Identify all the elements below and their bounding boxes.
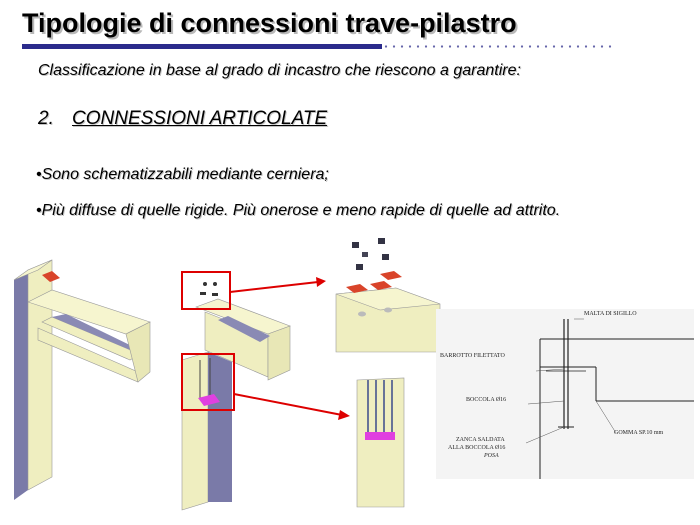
title-dotted-rule bbox=[382, 44, 612, 49]
arrow-top bbox=[230, 277, 326, 292]
bullet-item: •Più diffuse di quelle rigide. Più onerose e meno rapide di quelle ad attrito. bbox=[36, 202, 561, 219]
technical-detail-drawing bbox=[436, 309, 694, 479]
section-heading bbox=[38, 108, 327, 130]
slide-subtitle: Classificazione in base al grado di incastro che riescono a garantire: bbox=[38, 62, 521, 79]
slide-title: Tipologie di connessioni trave-pilastro bbox=[22, 8, 517, 38]
title-underline bbox=[22, 44, 382, 49]
detail-linework bbox=[436, 309, 694, 479]
label-malta: MALTA DI SIGILLO bbox=[584, 311, 637, 317]
column-section-model bbox=[357, 378, 404, 507]
plate-detail-model bbox=[336, 238, 440, 352]
label-zanca-line2: ALLA BOCCOLA Ø16 bbox=[448, 445, 506, 451]
arrow-bottom bbox=[234, 394, 350, 420]
column-model bbox=[182, 352, 232, 510]
label-zanca: ZANCA SALDATA bbox=[456, 437, 505, 443]
label-barrotto: BARROTTO FILETTATO bbox=[440, 353, 505, 359]
bullet-item: •Sono schematizzabili mediante cerniera; bbox=[36, 166, 329, 183]
section-title: CONNESSIONI ARTICOLATE bbox=[72, 108, 328, 129]
assembled-column-beam-model bbox=[14, 260, 150, 500]
label-posa: POSA bbox=[484, 453, 499, 459]
label-boccola: BOCCOLA Ø16 bbox=[466, 397, 507, 403]
label-gomma: GOMMA SP.10 mm bbox=[614, 430, 664, 436]
section-number: 2. bbox=[38, 108, 54, 129]
